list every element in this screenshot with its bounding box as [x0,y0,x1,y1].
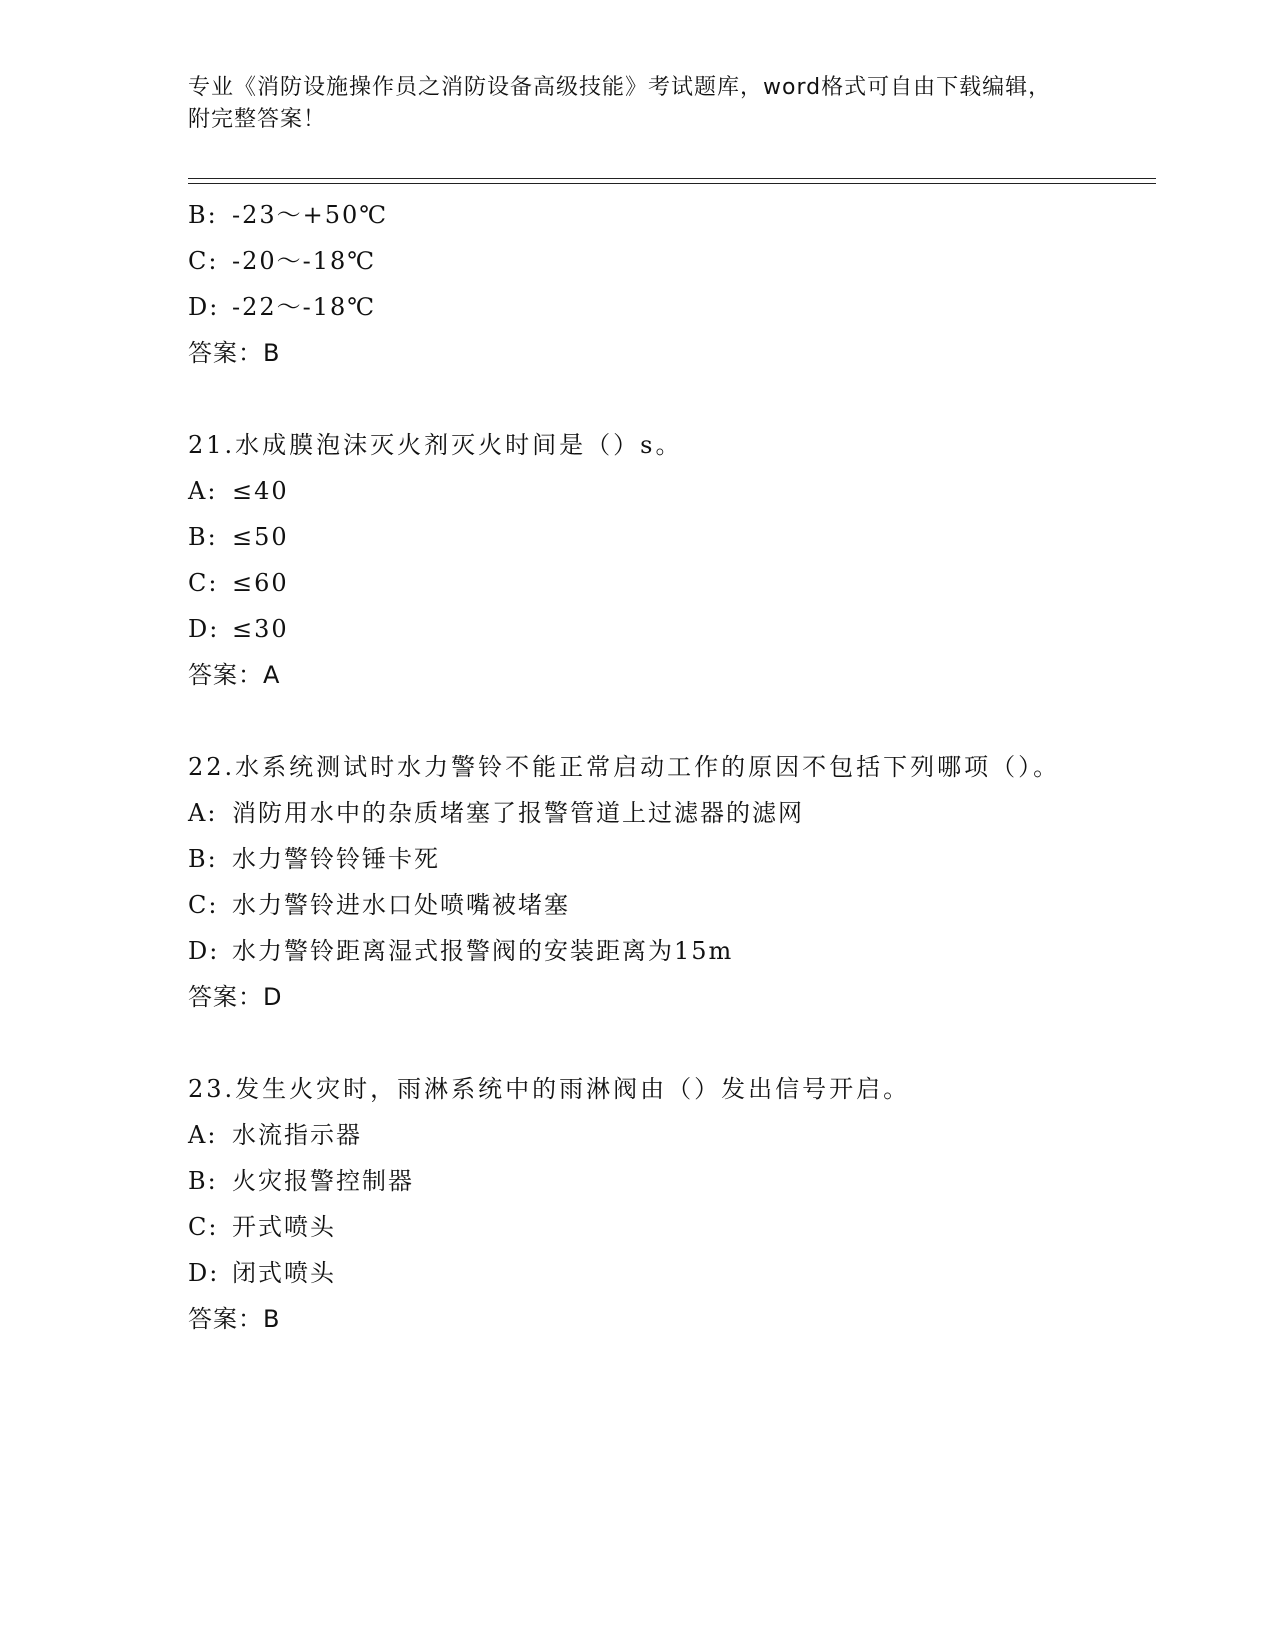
option-text: 闭式喷头 [232,1259,336,1287]
header-rule-top [188,178,1156,179]
option-a [188,790,1088,836]
option-text: ≤50 [232,523,289,551]
option-a [188,468,1088,514]
header-rule-bottom [188,183,1156,184]
option-key: C: [188,569,219,597]
option-text: 水力警铃距离湿式报警阀的安装距离为15m [232,937,734,965]
option-text: 消防用水中的杂质堵塞了报警管道上过滤器的滤网 [232,799,804,827]
option-text: ≤60 [232,569,289,597]
question-list [188,192,1088,1342]
question-stem: 23.发生火灾时，雨淋系统中的雨淋阀由（）发出信号开启。 [188,1075,911,1103]
option-b [188,836,1088,882]
option-key: D: [188,615,220,643]
answer-line: 答案：A [188,661,281,689]
option-b [188,514,1088,560]
question-stem: 21.水成膜泡沫灭火剂灭火时间是（）s。 [188,431,683,459]
option-text: -20～-18℃ [232,247,377,275]
option-key: A: [188,477,218,505]
question-stem: 22.水系统测试时水力警铃不能正常启动工作的原因不包括下列哪项（）。 [188,753,1061,781]
answer-line: 答案：B [188,1305,281,1333]
option-key: D: [188,293,220,321]
option-c [188,1204,1088,1250]
option-key: D: [188,1259,220,1287]
question-block-21 [188,422,1088,698]
question-block-23 [188,1066,1088,1342]
option-text: 开式喷头 [232,1213,336,1241]
document-header: 专业《消防设施操作员之消防设备高级技能》考试题库，word格式可自由下载编辑，附完整答案！ [188,75,1052,132]
option-b [188,1158,1088,1204]
option-b [188,192,1088,238]
option-text: ≤40 [232,477,289,505]
option-key: C: [188,1213,219,1241]
option-key: B: [188,1167,218,1195]
question-block-prev [188,192,1088,376]
answer-line: 答案：B [188,339,281,367]
option-c [188,560,1088,606]
option-d [188,1250,1088,1296]
question-block-22 [188,744,1088,1020]
option-key: C: [188,891,219,919]
option-d [188,606,1088,652]
option-text: ≤30 [232,615,289,643]
option-text: -23～+50℃ [232,201,389,229]
option-key: B: [188,845,218,873]
answer-line: 答案：D [188,983,283,1011]
option-key: C: [188,247,219,275]
spacer [188,698,1088,744]
option-text: 水力警铃铃锤卡死 [232,845,440,873]
spacer [188,1020,1088,1066]
option-key: B: [188,523,218,551]
option-a [188,1112,1088,1158]
option-key: D: [188,937,220,965]
option-text: -22～-18℃ [232,293,377,321]
option-c [188,882,1088,928]
option-key: B: [188,201,218,229]
option-text: 火灾报警控制器 [232,1167,414,1195]
option-text: 水流指示器 [232,1121,362,1149]
option-d [188,284,1088,330]
spacer [188,376,1088,422]
option-key: A: [188,799,218,827]
option-c [188,238,1088,284]
option-key: A: [188,1121,218,1149]
option-text: 水力警铃进水口处喷嘴被堵塞 [232,891,570,919]
option-d [188,928,1088,974]
